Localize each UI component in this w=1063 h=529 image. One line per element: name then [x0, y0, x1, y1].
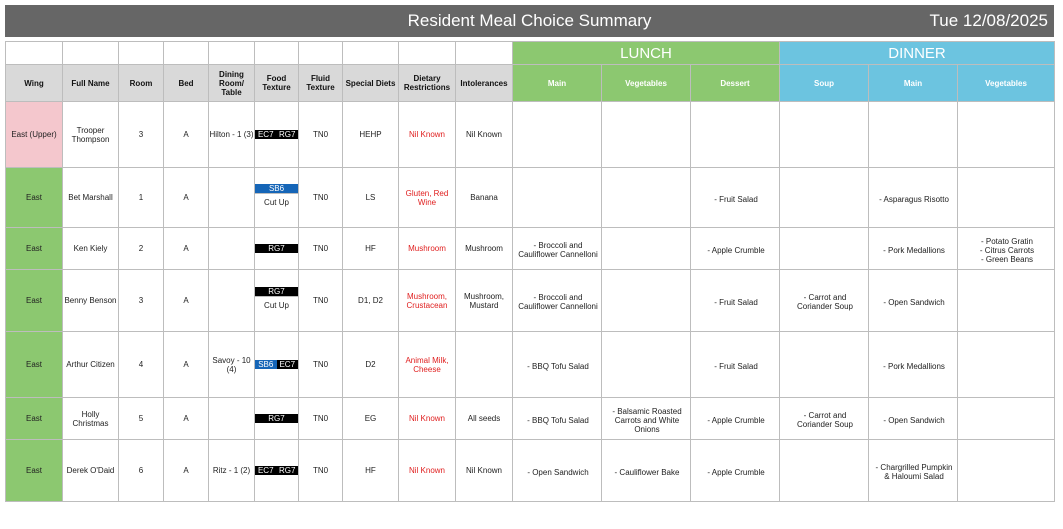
- wing-cell: East: [6, 332, 63, 398]
- bed-cell: A: [164, 440, 209, 502]
- wing-cell: East (Upper): [6, 102, 63, 168]
- special-diets-cell: LS: [343, 168, 399, 228]
- dinner-vegetables-cell: [958, 440, 1055, 502]
- lunch-dessert-cell: - Apple Crumble: [691, 398, 780, 440]
- lunch-vegetables-cell: [602, 168, 691, 228]
- dining-cell: Ritz - 1 (2): [209, 440, 255, 502]
- wing-cell: East: [6, 440, 63, 502]
- dinner-vegetables-cell: [958, 102, 1055, 168]
- dinner-main-cell: - Chargrilled Pumpkin & Haloumi Salad: [869, 440, 958, 502]
- section-band-row: [6, 42, 1055, 65]
- col-lunch-dessert: Dessert: [691, 65, 780, 102]
- col-full-name: Full Name: [63, 65, 119, 102]
- bed-cell: A: [164, 168, 209, 228]
- dinner-main-cell: - Pork Medallions: [869, 228, 958, 270]
- table-row: [6, 102, 1055, 168]
- fluid-texture-cell: TN0: [299, 102, 343, 168]
- table-row: [6, 168, 1055, 228]
- food-texture-swatch: [255, 184, 298, 211]
- dinner-main-cell: - Pork Medallions: [869, 332, 958, 398]
- food-texture-cell: [255, 102, 299, 168]
- col-lunch-vegetables: Vegetables: [602, 65, 691, 102]
- table-row: [6, 228, 1055, 270]
- dining-cell: [209, 228, 255, 270]
- dinner-soup-cell: - Carrot and Coriander Soup: [780, 270, 869, 332]
- intolerances-cell: Nil Known: [456, 440, 513, 502]
- lunch-dessert-cell: - Apple Crumble: [691, 228, 780, 270]
- dining-cell: Hilton - 1 (3): [209, 102, 255, 168]
- texture-code: RG7: [255, 287, 298, 296]
- table-row: [6, 440, 1055, 502]
- dietary-restrictions-cell: Nil Known: [399, 102, 456, 168]
- lunch-dessert-cell: [691, 102, 780, 168]
- food-texture-swatch: [255, 360, 298, 369]
- report-date: Tue 12/08/2025: [929, 11, 1048, 30]
- dinner-soup-cell: - Carrot and Coriander Soup: [780, 398, 869, 440]
- special-diets-cell: D1, D2: [343, 270, 399, 332]
- food-texture-cell: [255, 332, 299, 398]
- col-intolerances: Intolerances: [456, 65, 513, 102]
- lunch-vegetables-cell: [602, 270, 691, 332]
- fluid-texture-cell: TN0: [299, 440, 343, 502]
- table-row: [6, 332, 1055, 398]
- dinner-main-cell: - Open Sandwich: [869, 398, 958, 440]
- intolerances-cell: Mushroom: [456, 228, 513, 270]
- dinner-main-cell: - Asparagus Risotto: [869, 168, 958, 228]
- room-cell: 1: [119, 168, 164, 228]
- wing-cell: East: [6, 168, 63, 228]
- intolerances-cell: Mushroom, Mustard: [456, 270, 513, 332]
- column-header-row: [6, 65, 1055, 102]
- dietary-restrictions-cell: Animal Milk, Cheese: [399, 332, 456, 398]
- full-name-cell: Arthur Citizen: [63, 332, 119, 398]
- texture-code: RG7: [277, 466, 299, 475]
- special-diets-cell: HF: [343, 440, 399, 502]
- dietary-restrictions-cell: Nil Known: [399, 440, 456, 502]
- meal-summary-table: [5, 41, 1055, 502]
- food-texture-swatch: [255, 244, 298, 253]
- food-texture-cell: [255, 168, 299, 228]
- texture-code: EC7: [255, 130, 277, 139]
- texture-code: EC7: [255, 466, 277, 475]
- bed-cell: A: [164, 398, 209, 440]
- lunch-main-cell: [513, 168, 602, 228]
- lunch-main-cell: - BBQ Tofu Salad: [513, 332, 602, 398]
- dinner-soup-cell: [780, 168, 869, 228]
- intolerances-cell: Banana: [456, 168, 513, 228]
- title-bar: [5, 5, 1054, 37]
- col-dinner-soup: Soup: [780, 65, 869, 102]
- food-texture-swatch: [255, 287, 298, 314]
- col-food-texture: Food Texture: [255, 65, 299, 102]
- dinner-vegetables-cell: [958, 332, 1055, 398]
- lunch-main-cell: - BBQ Tofu Salad: [513, 398, 602, 440]
- wing-cell: East: [6, 228, 63, 270]
- dietary-restrictions-cell: Nil Known: [399, 398, 456, 440]
- lunch-main-cell: - Broccoli and Cauliflower Cannelloni: [513, 228, 602, 270]
- fluid-texture-cell: TN0: [299, 270, 343, 332]
- bed-cell: A: [164, 102, 209, 168]
- dinner-vegetables-cell: [958, 168, 1055, 228]
- dinner-main-cell: - Open Sandwich: [869, 270, 958, 332]
- room-cell: 6: [119, 440, 164, 502]
- dining-cell: [209, 398, 255, 440]
- col-room: Room: [119, 65, 164, 102]
- bed-cell: A: [164, 228, 209, 270]
- room-cell: 5: [119, 398, 164, 440]
- lunch-dessert-cell: - Fruit Salad: [691, 270, 780, 332]
- special-diets-cell: EG: [343, 398, 399, 440]
- col-wing: Wing: [6, 65, 63, 102]
- special-diets-cell: HEHP: [343, 102, 399, 168]
- dinner-vegetables-cell: [958, 270, 1055, 332]
- lunch-vegetables-cell: [602, 102, 691, 168]
- dinner-soup-cell: [780, 102, 869, 168]
- special-diets-cell: D2: [343, 332, 399, 398]
- dinner-vegetables-cell: [958, 398, 1055, 440]
- fluid-texture-cell: TN0: [299, 228, 343, 270]
- fluid-texture-cell: TN0: [299, 168, 343, 228]
- intolerances-cell: All seeds: [456, 398, 513, 440]
- wing-cell: East: [6, 270, 63, 332]
- wing-cell: East: [6, 398, 63, 440]
- special-diets-cell: HF: [343, 228, 399, 270]
- dinner-soup-cell: [780, 440, 869, 502]
- dietary-restrictions-cell: Gluten, Red Wine: [399, 168, 456, 228]
- lunch-vegetables-cell: - Cauliflower Bake: [602, 440, 691, 502]
- full-name-cell: Holly Christmas: [63, 398, 119, 440]
- dining-cell: [209, 270, 255, 332]
- lunch-main-cell: [513, 102, 602, 168]
- food-texture-cell: [255, 228, 299, 270]
- cut-up-label: Cut Up: [255, 296, 298, 314]
- lunch-dessert-cell: - Fruit Salad: [691, 332, 780, 398]
- room-cell: 3: [119, 102, 164, 168]
- col-dinner-vegetables: Vegetables: [958, 65, 1055, 102]
- page-title: Resident Meal Choice Summary: [407, 11, 652, 30]
- lunch-main-cell: - Open Sandwich: [513, 440, 602, 502]
- cut-up-label: Cut Up: [255, 193, 298, 211]
- lunch-dessert-cell: - Fruit Salad: [691, 168, 780, 228]
- dietary-restrictions-cell: Mushroom, Crustacean: [399, 270, 456, 332]
- room-cell: 2: [119, 228, 164, 270]
- intolerances-cell: [456, 332, 513, 398]
- dining-cell: Savoy - 10 (4): [209, 332, 255, 398]
- lunch-section-header: LUNCH: [513, 42, 780, 65]
- food-texture-cell: [255, 440, 299, 502]
- full-name-cell: Derek O'Daid: [63, 440, 119, 502]
- lunch-dessert-cell: - Apple Crumble: [691, 440, 780, 502]
- dinner-soup-cell: [780, 332, 869, 398]
- col-dining: Dining Room/ Table: [209, 65, 255, 102]
- full-name-cell: Benny Benson: [63, 270, 119, 332]
- food-texture-swatch: [255, 130, 298, 139]
- dinner-section-header: DINNER: [780, 42, 1055, 65]
- col-dinner-main: Main: [869, 65, 958, 102]
- texture-code: SB6: [255, 360, 277, 369]
- full-name-cell: Trooper Thompson: [63, 102, 119, 168]
- lunch-vegetables-cell: [602, 332, 691, 398]
- col-fluid-texture: Fluid Texture: [299, 65, 343, 102]
- texture-code: EC7: [277, 360, 299, 369]
- dining-cell: [209, 168, 255, 228]
- full-name-cell: Ken Kiely: [63, 228, 119, 270]
- lunch-vegetables-cell: [602, 228, 691, 270]
- room-cell: 3: [119, 270, 164, 332]
- fluid-texture-cell: TN0: [299, 398, 343, 440]
- lunch-vegetables-cell: - Balsamic Roasted Carrots and White Onions: [602, 398, 691, 440]
- room-cell: 4: [119, 332, 164, 398]
- col-bed: Bed: [164, 65, 209, 102]
- dietary-restrictions-cell: Mushroom: [399, 228, 456, 270]
- col-special-diets: Special Diets: [343, 65, 399, 102]
- texture-code: RG7: [255, 414, 298, 423]
- food-texture-swatch: [255, 414, 298, 423]
- full-name-cell: Bet Marshall: [63, 168, 119, 228]
- fluid-texture-cell: TN0: [299, 332, 343, 398]
- col-dietary-restrictions: Dietary Restrictions: [399, 65, 456, 102]
- col-lunch-main: Main: [513, 65, 602, 102]
- dinner-vegetables-cell: - Potato Gratin - Citrus Carrots - Green Beans: [958, 228, 1055, 270]
- intolerances-cell: Nil Known: [456, 102, 513, 168]
- texture-code: SB6: [255, 184, 298, 193]
- dinner-soup-cell: [780, 228, 869, 270]
- texture-code: RG7: [255, 244, 298, 253]
- dinner-main-cell: [869, 102, 958, 168]
- table-row: [6, 270, 1055, 332]
- table-row: [6, 398, 1055, 440]
- food-texture-swatch: [255, 466, 298, 475]
- food-texture-cell: [255, 398, 299, 440]
- lunch-main-cell: - Broccoli and Cauliflower Cannelloni: [513, 270, 602, 332]
- bed-cell: A: [164, 332, 209, 398]
- food-texture-cell: [255, 270, 299, 332]
- bed-cell: A: [164, 270, 209, 332]
- texture-code: RG7: [277, 130, 299, 139]
